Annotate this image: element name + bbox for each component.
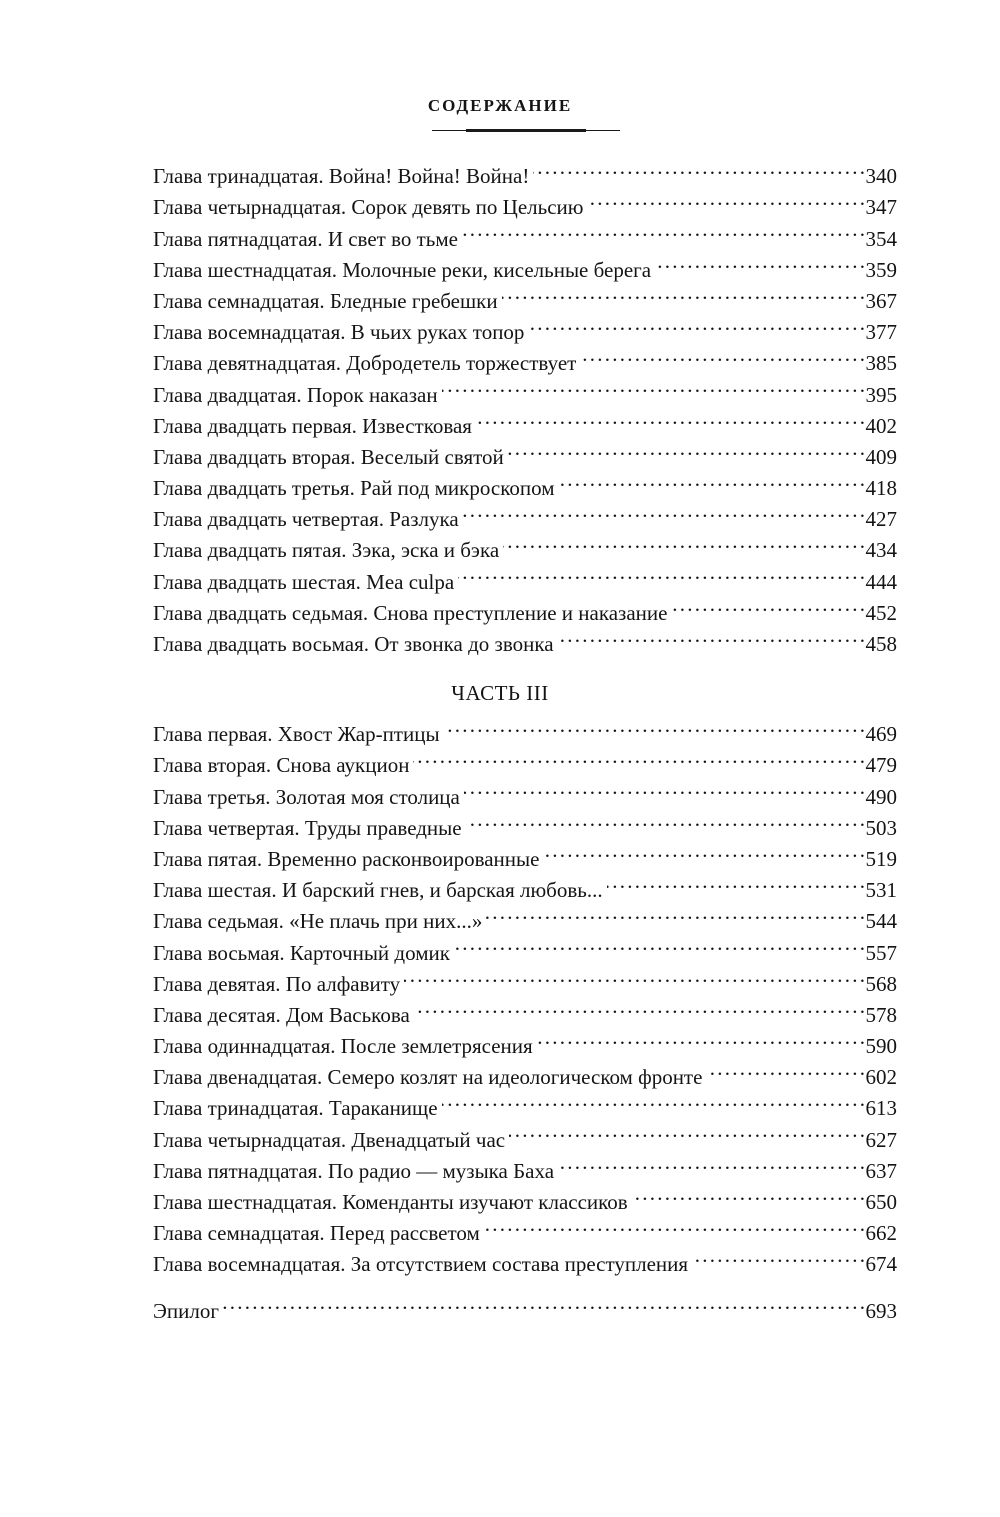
toc-entry-page: 444 xyxy=(865,569,897,594)
toc-entry-title: Глава четвертая. Труды праведные xyxy=(153,815,462,840)
dot-leader xyxy=(632,1178,864,1209)
toc-entry-page: 458 xyxy=(865,632,897,656)
dot-leader xyxy=(404,960,863,991)
toc-entry-page: 377 xyxy=(865,320,897,345)
toc-entry-page: 662 xyxy=(865,1221,897,1246)
toc-entry-page: 674 xyxy=(865,1252,897,1277)
toc-entry-title: Глава восемнадцатая. За отсутствием состава преступления xyxy=(153,1252,689,1277)
dot-leader xyxy=(509,1115,863,1146)
toc-entry-title: Глава одиннадцатая. После землетрясения xyxy=(153,1034,533,1059)
toc-entry-page: 557 xyxy=(865,940,897,965)
toc-entry-title: Глава тринадцатая. Тараканище xyxy=(153,1096,438,1121)
toc-entry-page: 544 xyxy=(865,909,897,934)
toc-entry-title: Глава двадцать третья. Рай под микроскопом xyxy=(153,476,555,501)
toc-entry-page: 503 xyxy=(865,815,897,840)
toc-entry-title: Глава восемнадцатая. В чьих руках топор xyxy=(153,320,525,345)
dot-leader xyxy=(414,991,864,1022)
toc-entry-title: Глава двадцать вторая. Веселый святой xyxy=(153,444,504,469)
toc-entry-title: Глава четырнадцатая. Двенадцатый час xyxy=(153,1127,506,1152)
toc-entry-title: Глава семнадцатая. Бледные гребешки xyxy=(153,288,498,313)
title-rule-accent xyxy=(466,129,586,132)
toc-entry-page: 452 xyxy=(865,600,897,625)
toc-entry-page: 613 xyxy=(865,1096,897,1121)
toc-entry[interactable] xyxy=(153,710,897,747)
dot-leader xyxy=(444,710,864,741)
toc-entry[interactable] xyxy=(153,152,897,189)
dot-leader xyxy=(454,928,864,959)
dot-leader xyxy=(503,526,863,557)
dot-leader xyxy=(463,495,864,526)
toc-entry-title: Глава шестая. И барский гнев, и барская любовь... xyxy=(153,878,603,903)
dot-leader xyxy=(486,897,863,928)
toc-entry-title: Глава семнадцатая. Перед рассветом xyxy=(153,1221,480,1246)
toc-entry-title: Глава девятая. По алфавиту xyxy=(153,971,401,996)
toc-entry-page: 395 xyxy=(865,382,897,407)
toc-entry-title: Эпилог xyxy=(153,1299,219,1324)
toc-entry-page: 469 xyxy=(865,722,897,747)
toc-section-part3 xyxy=(153,710,897,1277)
toc-entry-title: Глава двадцать седьмая. Снова преступление и наказание xyxy=(153,600,668,625)
dot-leader xyxy=(671,589,863,620)
toc-entry-page: 602 xyxy=(865,1065,897,1090)
toc-entry-page: 418 xyxy=(865,476,897,501)
toc-entry-title: Глава девятнадцатая. Добродетель торжествует xyxy=(153,351,577,376)
dot-leader xyxy=(466,804,864,835)
toc-entry-title: Глава вторая. Снова аукцион xyxy=(153,753,410,778)
toc-entry-epilogue[interactable] xyxy=(153,1287,897,1324)
dot-leader xyxy=(484,1209,864,1240)
dot-leader xyxy=(508,433,864,464)
toc-entry-page: 490 xyxy=(865,784,897,809)
toc-entry-page: 479 xyxy=(865,753,897,778)
toc-entry-title: Глава пятая. Временно расконвоированные xyxy=(153,846,540,871)
dot-leader xyxy=(413,741,863,772)
toc-entry-title: Глава шестнадцатая. Молочные реки, кисельные берега xyxy=(153,257,652,282)
toc-entry-title: Глава двадцать восьмая. От звонка до звонка xyxy=(153,632,554,656)
toc-entry-page: 693 xyxy=(865,1299,897,1324)
toc-entry-title: Глава пятнадцатая. И свет во тьме xyxy=(153,226,458,251)
toc-entry-page: 367 xyxy=(865,288,897,313)
dot-leader xyxy=(692,1240,863,1271)
toc-entry-page: 650 xyxy=(865,1190,897,1214)
toc-entry-title: Глава четырнадцатая. Сорок девять по Цельсию xyxy=(153,195,584,220)
toc-entry-title: Глава двенадцатая. Семеро козлят на идеологическом фронте xyxy=(153,1065,703,1090)
toc-entry-page: 427 xyxy=(865,507,897,532)
dot-leader xyxy=(533,152,863,183)
toc-entry-page: 519 xyxy=(865,846,897,871)
toc-entry-page: 637 xyxy=(865,1158,897,1183)
toc-entry-page: 578 xyxy=(865,1002,897,1027)
toc-entry-page: 568 xyxy=(865,971,897,996)
toc-entry-title: Глава восьмая. Карточный домик xyxy=(153,940,450,965)
toc-entry-page: 409 xyxy=(865,444,897,469)
toc-entry-title: Глава двадцать первая. Известковая xyxy=(153,413,472,438)
dot-leader xyxy=(464,772,864,803)
toc-entry-title: Глава тринадцатая. Война! Война! Война! xyxy=(153,164,530,189)
dot-leader xyxy=(655,246,863,277)
toc-entry-title: Глава десятая. Дом Васькова xyxy=(153,1002,410,1027)
dot-leader xyxy=(476,402,864,433)
dot-leader xyxy=(442,370,864,401)
dot-leader xyxy=(580,339,863,370)
toc-entry-title: Глава двадцатая. Порок наказан xyxy=(153,382,438,407)
toc-entry-title: Глава двадцать четвертая. Разлука xyxy=(153,507,459,532)
toc-entry-page: 359 xyxy=(865,257,897,282)
toc-entry-page: 385 xyxy=(865,351,897,376)
toc-entry-title: Глава пятнадцатая. По радио — музыка Баха xyxy=(153,1158,555,1183)
toc-entry-title: Глава седьмая. «Не плачь при них...» xyxy=(153,909,483,934)
dot-leader xyxy=(442,1084,864,1115)
dot-leader xyxy=(462,214,864,245)
dot-leader xyxy=(458,557,863,588)
dot-leader xyxy=(558,620,864,651)
dot-leader xyxy=(558,464,863,495)
dot-leader xyxy=(537,1022,864,1053)
toc-entry-page: 347 xyxy=(865,195,897,220)
dot-leader xyxy=(223,1287,864,1318)
toc-entry-title: Глава первая. Хвост Жар-птицы xyxy=(153,722,440,747)
page-title: СОДЕРЖАНИЕ xyxy=(427,96,573,115)
dot-leader xyxy=(607,866,864,897)
part3-heading: ЧАСТЬ III xyxy=(451,681,549,705)
toc-entry-page: 627 xyxy=(865,1127,897,1152)
toc-entry-title: Глава третья. Золотая моя столица xyxy=(153,784,460,809)
toc-entry-page: 354 xyxy=(865,226,897,251)
toc-entry-page: 402 xyxy=(865,413,897,438)
dot-leader xyxy=(528,308,863,339)
toc-entry-page: 340 xyxy=(865,164,897,189)
toc-entry-title: Глава двадцать пятая. Зэка, эска и бэка xyxy=(153,538,500,563)
toc-entry-title: Глава двадцать шестая. Mea culpa xyxy=(153,569,455,594)
toc-entry-title: Глава шестнадцатая. Коменданты изучают классиков xyxy=(153,1190,628,1214)
toc-section-part2 xyxy=(153,152,897,656)
dot-leader xyxy=(558,1147,863,1178)
toc-entry-page: 531 xyxy=(865,878,897,903)
dot-leader xyxy=(543,835,863,866)
toc-entry-page: 590 xyxy=(865,1034,897,1059)
toc-section-epilogue xyxy=(153,1287,897,1324)
toc-entry-page: 434 xyxy=(865,538,897,563)
dot-leader xyxy=(502,277,864,308)
dot-leader xyxy=(587,183,863,214)
dot-leader xyxy=(706,1053,863,1084)
page-header xyxy=(0,96,1000,116)
